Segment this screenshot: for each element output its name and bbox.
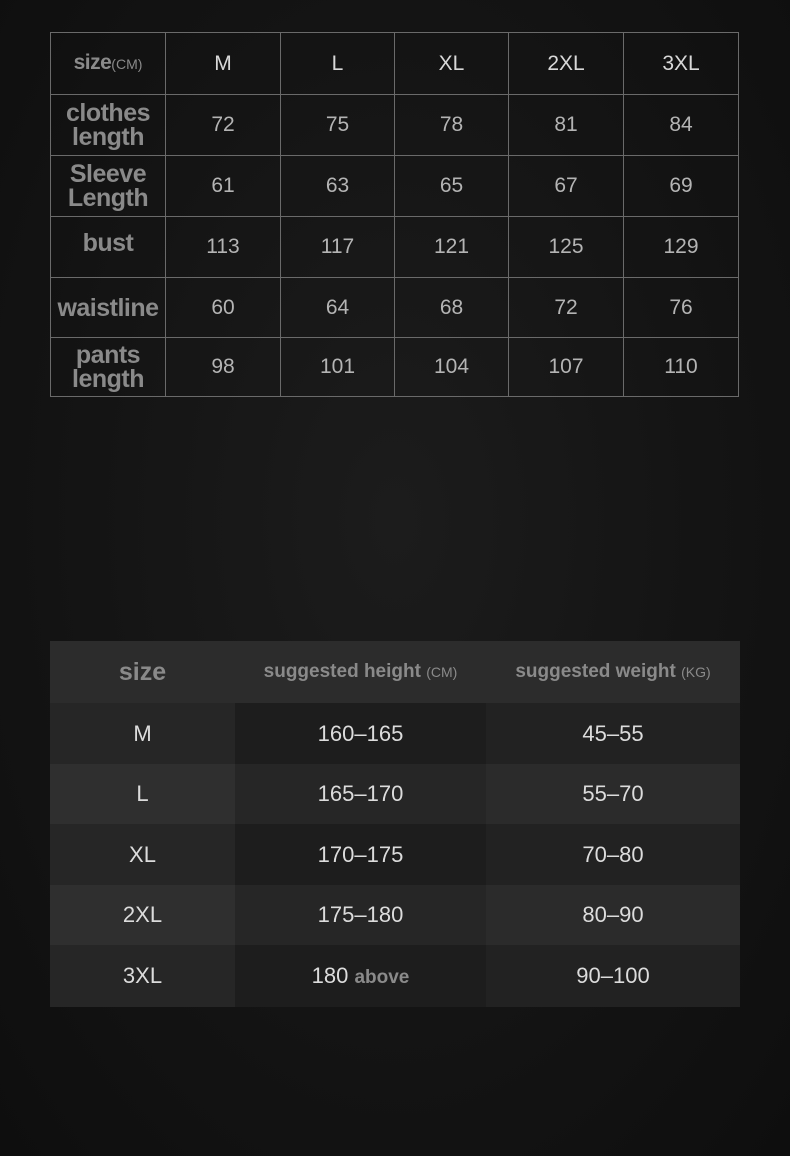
cell-value: 68 <box>395 278 509 338</box>
cell-value: 98 <box>166 338 281 397</box>
row-label-line: bust <box>82 229 134 257</box>
row-bust <box>51 217 739 278</box>
recommendation-header-row <box>50 641 740 703</box>
row-label-line: Sleeve <box>69 160 147 188</box>
row-sleeve-length <box>51 156 739 217</box>
height-label: suggested height <box>263 661 421 682</box>
recommendation-row <box>50 703 740 764</box>
cell-value: 84 <box>624 95 739 156</box>
cell-value: 107 <box>509 338 624 397</box>
row-label <box>51 217 166 278</box>
cell-value: 65 <box>395 156 509 217</box>
recommendation-row <box>50 824 740 885</box>
recommendation-row <box>50 885 740 945</box>
rec-height: 170–175 <box>235 824 486 885</box>
cell-value: 129 <box>624 217 739 278</box>
size-chart-header-row <box>51 33 739 95</box>
weight-unit: (KG) <box>681 664 711 680</box>
row-clothes-length <box>51 95 739 156</box>
rec-weight: 55–70 <box>486 764 740 824</box>
row-waistline <box>51 278 739 338</box>
row-label-line: Length <box>67 184 149 212</box>
cell-value: 72 <box>166 95 281 156</box>
size-chart-table <box>50 32 739 397</box>
recommendation-row <box>50 764 740 824</box>
row-label <box>51 338 166 397</box>
rec-weight: 70–80 <box>486 824 740 885</box>
rec-weight: 80–90 <box>486 885 740 945</box>
cell-value: 76 <box>624 278 739 338</box>
row-label-line: length <box>72 123 144 151</box>
recommendation-row <box>50 945 740 1007</box>
row-label-line: waistline <box>57 293 159 322</box>
rec-weight: 45–55 <box>486 703 740 764</box>
cell-value: 69 <box>624 156 739 217</box>
rec-size: 2XL <box>50 885 235 945</box>
cell-value: 60 <box>166 278 281 338</box>
cell-value: 72 <box>509 278 624 338</box>
size-header-m: M <box>166 33 281 95</box>
header-suggested-height <box>235 641 486 703</box>
cell-value: 64 <box>281 278 395 338</box>
cell-value: 63 <box>281 156 395 217</box>
cell-value: 104 <box>395 338 509 397</box>
rec-size: L <box>50 764 235 824</box>
size-header-2xl: 2XL <box>509 33 624 95</box>
row-label-line: length <box>72 365 144 393</box>
cell-value: 117 <box>281 217 395 278</box>
size-chart-corner-label <box>51 33 166 95</box>
row-pants-length <box>51 338 739 397</box>
rec-weight: 90–100 <box>486 945 740 1007</box>
cell-value: 81 <box>509 95 624 156</box>
row-label-line: pants <box>75 341 141 369</box>
rec-height: 175–180 <box>235 885 486 945</box>
row-label-line: clothes <box>65 99 151 127</box>
rec-height: 160–165 <box>235 703 486 764</box>
size-header-l: L <box>281 33 395 95</box>
cell-value: 78 <box>395 95 509 156</box>
cell-value: 110 <box>624 338 739 397</box>
size-label: size <box>73 51 112 74</box>
cell-value: 75 <box>281 95 395 156</box>
size-header-xl: XL <box>395 33 509 95</box>
cell-value: 125 <box>509 217 624 278</box>
rec-size: M <box>50 703 235 764</box>
cell-value: 121 <box>395 217 509 278</box>
rec-height-value: 180 <box>311 963 349 988</box>
row-label <box>51 156 166 217</box>
cell-value: 61 <box>166 156 281 217</box>
header-size: size <box>50 641 235 703</box>
rec-height: 165–170 <box>235 764 486 824</box>
header-suggested-weight <box>486 641 740 703</box>
rec-size: XL <box>50 824 235 885</box>
cell-value: 113 <box>166 217 281 278</box>
size-header-3xl: 3XL <box>624 33 739 95</box>
cell-value: 101 <box>281 338 395 397</box>
cell-value: 67 <box>509 156 624 217</box>
rec-size: 3XL <box>50 945 235 1007</box>
row-label <box>51 278 166 338</box>
row-label <box>51 95 166 156</box>
size-recommendation-table <box>50 641 740 1007</box>
rec-height-suffix: above <box>354 967 410 988</box>
height-unit: (CM) <box>426 664 458 680</box>
weight-label: suggested weight <box>515 661 676 682</box>
rec-height <box>235 945 486 1007</box>
size-unit: (CM) <box>111 56 143 72</box>
